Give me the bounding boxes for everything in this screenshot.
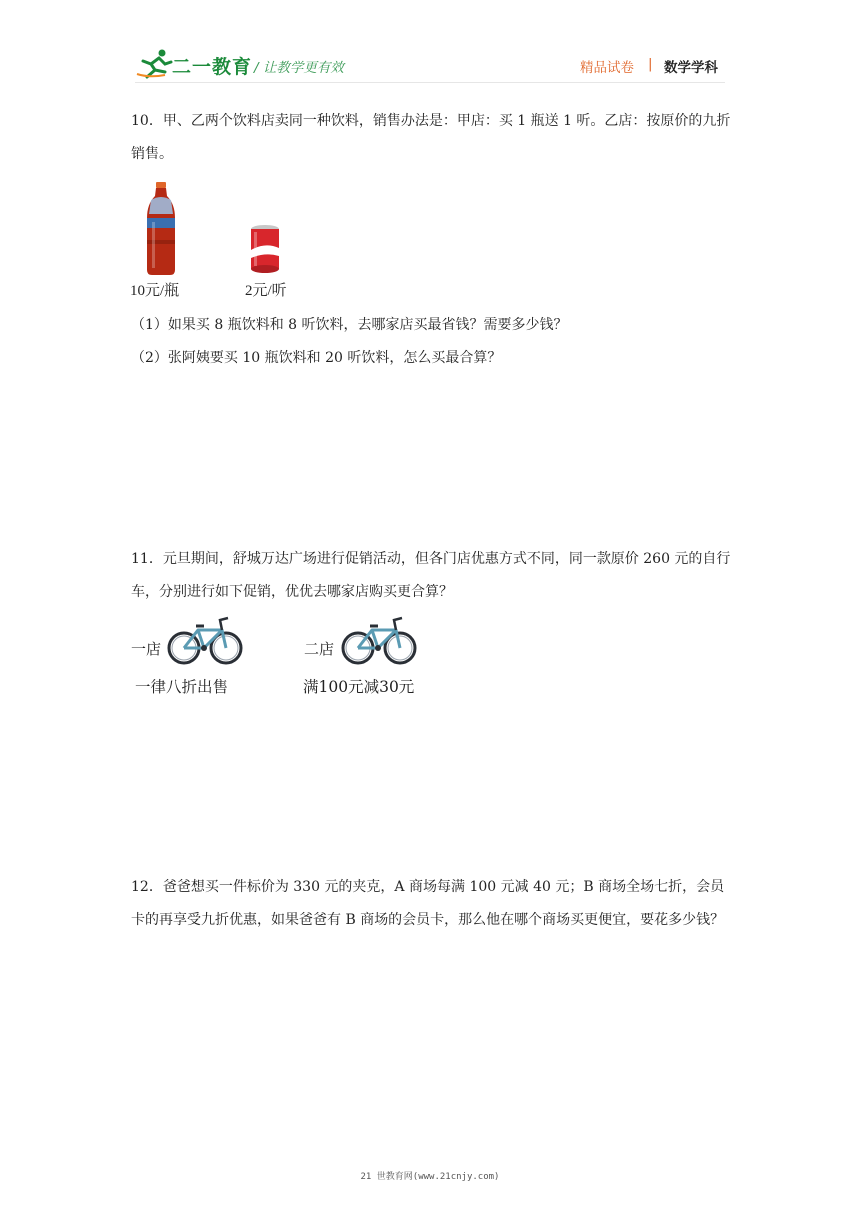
bottle-price: 10元/瓶 xyxy=(130,283,180,299)
runner-logo-icon xyxy=(135,48,175,80)
question-10-part-2: （2）张阿姨要买 10 瓶饮料和 20 听饮料，怎么买最合算？ xyxy=(131,350,502,366)
question-12-text: 12．爸爸想买一件标价为 330 元的夹克，A 商场每满 100 元减 40 元；B 商场全场七折，会员卡的再享受九折优惠，如果爸爸有 B 商场的会员卡，那么他在哪个商场买更便宜，要花多少钱？ xyxy=(131,879,725,928)
can-price: 2元/听 xyxy=(245,283,287,299)
header-separator: | xyxy=(648,56,653,72)
header-divider xyxy=(135,82,725,83)
soda-can-icon xyxy=(248,224,282,274)
page-footer: 21 世教育网(www.21cnjy.com) xyxy=(360,1172,500,1182)
question-11-text: 11．元旦期间，舒城万达广场进行促销活动，但各门店优惠方式不同，同一款原价 260 元的自行车，分别进行如下促销，优优去哪家店购买更合算？ xyxy=(131,551,731,600)
header-subject: 数学学科 xyxy=(664,60,718,76)
soda-bottle-icon xyxy=(145,182,177,276)
store-2-promotion: 满100元减30元 xyxy=(303,678,415,696)
bicycle-icon xyxy=(166,614,244,666)
question-10-text: 10．甲、乙两个饮料店卖同一种饮料，销售办法是：甲店：买 1 瓶送 1 听。乙店：按原价的九折销售。 xyxy=(131,113,731,162)
store-2-label: 二店 xyxy=(304,640,335,658)
header-tag: 精品试卷 xyxy=(580,60,634,76)
logo-text: 二一教育 xyxy=(172,56,253,78)
question-10-part-1: （1）如果买 8 瓶饮料和 8 听饮料，去哪家店买最省钱？需要多少钱？ xyxy=(131,317,568,333)
bicycle-icon xyxy=(340,614,418,666)
store-1-label: 一店 xyxy=(131,640,162,658)
store-1-promotion: 一律八折出售 xyxy=(135,678,229,696)
slogan: / 让教学更有效 xyxy=(254,60,344,76)
